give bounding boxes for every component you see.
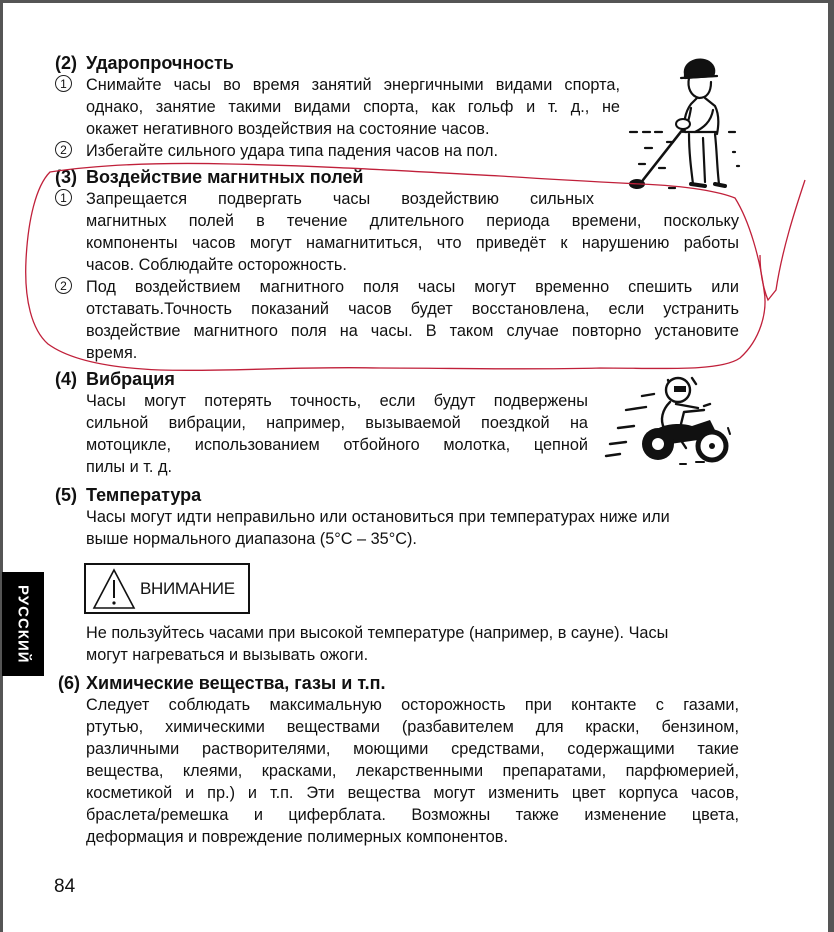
list-item: 1 Запрещается подвергать часы воздействию сильных магнитных полей в течение длительного периода времени, поскольку компоненты часов могут намагнититься, что приведёт к нарушению работы часов. Соблюдайте осторожность. [55, 188, 739, 276]
section-heading: (5) Температура [55, 485, 202, 505]
list-item: 1 Снимайте часы во время занятий энергичными видами спорта, однако, занятие такими видами спорта, как гольф и т. д., не окажет негативного воздействия на состояние часов. [55, 74, 620, 140]
list-item: 2 Под воздействием магнитного поля часы могут временно спешить или отставать.Точность показаний часов будет восстановлена, если устранить воздействие магнитного поля на часы. В таком случае повторно установите время. [55, 276, 739, 364]
page-number: 84 [54, 876, 76, 897]
section-heading: (2) Ударопрочность [55, 53, 234, 73]
language-tab-label: РУССКИЙ [14, 584, 32, 664]
section-heading: (3) Воздействие магнитных полей [55, 167, 364, 187]
circled-number-1: 1 [55, 75, 72, 92]
section-heading: (4) Вибрация [55, 369, 175, 389]
list-item: 2 Избегайте сильного удара типа падения часов на пол. [55, 140, 620, 162]
warning-text: Не пользуйтесь часами при высокой температуре (например, в сауне). Часы могут нагреваться и вызывать ожоги. [86, 624, 669, 664]
section-vibration: (4) Вибрация Часы могут потерять точность, если будут подвержены сильной вибрации, например, вызываемой поездкой на мотоцикле, использованием отбойного молотка, цепной пилы и т. д. [55, 369, 588, 476]
circled-number-1: 1 [55, 189, 72, 206]
section-temperature: (5) Температура Часы могут идти неправильно или остановиться при температурах ниже или выше нормального диапазона (5°C – 35°C). [55, 484, 739, 550]
warning-label: ВНИМАНИЕ [140, 578, 235, 598]
section-chemicals: (6) Химические вещества, газы и т.п. Следует соблюдать максимальную осторожность при контакте с газами, ртутью, химическими веществами (разбавителем для краски, бензином, различными растворителями, моющими средствами, содержащими такие вещества, клеями, красками, лекарственными препаратами, парфюмерией, косметикой и пр.) и т.п. Эти вещества могут изменить цвет корпуса часов, браслета/ремешка и циферблата. Возможны также изменение цвета, деформация и повреждение полимерных компонентов. [58, 673, 739, 846]
section-heading: (6) Химические вещества, газы и т.п. [58, 673, 386, 693]
circled-number-2: 2 [55, 277, 72, 294]
circled-number-2: 2 [55, 141, 72, 158]
